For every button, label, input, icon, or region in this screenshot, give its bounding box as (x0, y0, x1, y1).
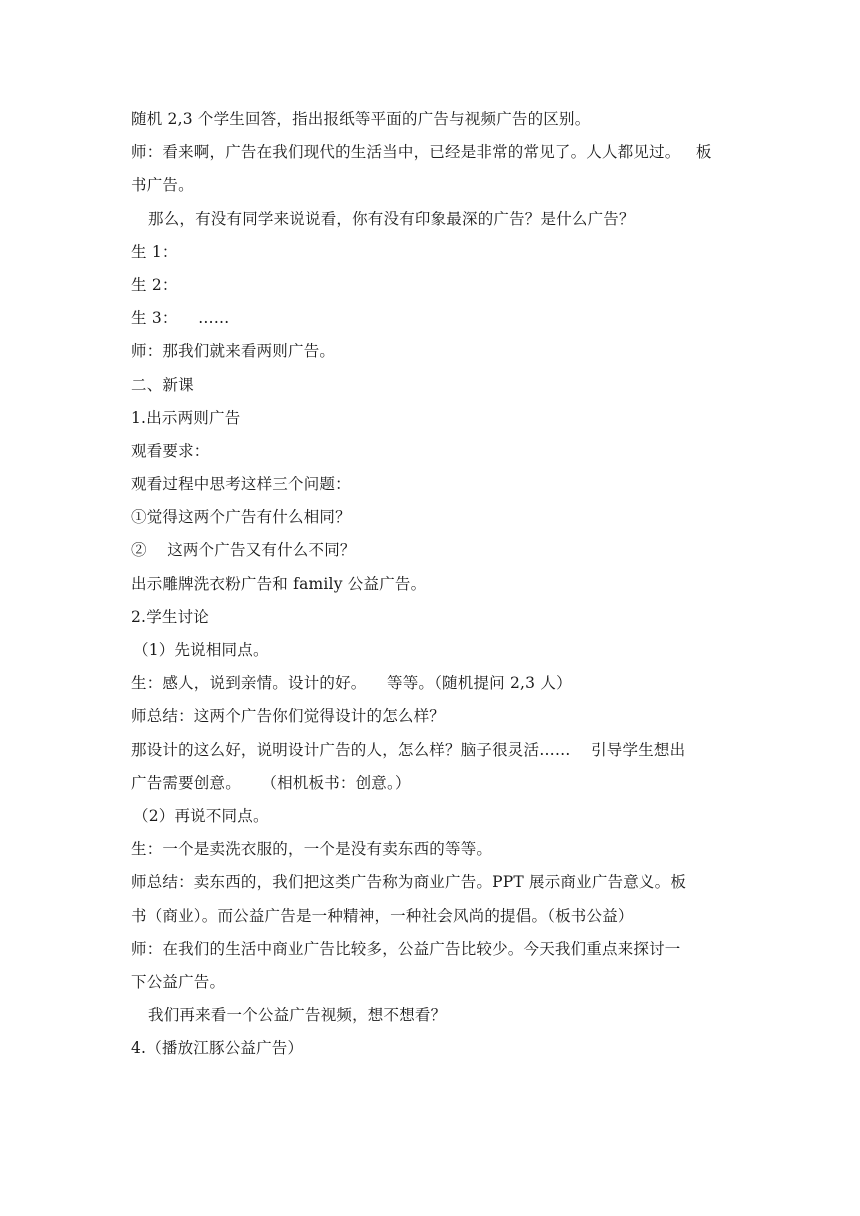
text-line-2: 师：看来啊，广告在我们现代的生活当中，已经是非常的常见了。人人都见过。 板 (131, 143, 712, 162)
text-line-19: 师总结：这两个广告你们觉得设计的怎么样？ (131, 707, 446, 726)
text-line-17: （1）先说相同点。 (133, 641, 269, 659)
text-line-29: 4.（播放江豚公益广告） (131, 1039, 304, 1058)
text-line-28: 我们再来看一个公益广告视频，想不想看？ (148, 1006, 447, 1025)
text-line-14: ② 这两个广告又有什么不同？ (131, 541, 356, 560)
text-line-11: 观看要求： (131, 441, 210, 460)
document-body (131, 103, 731, 1065)
text-line-3: 书广告。 (131, 176, 194, 195)
text-line-22: （2）再说不同点。 (133, 806, 269, 825)
text-line-23: 生：一个是卖洗衣服的，一个是没有卖东西的等等。 (131, 840, 493, 859)
text-line-7: 生 3： …… (131, 309, 230, 328)
text-line-10: 1.出示两则广告 (131, 408, 241, 427)
text-line-8: 师：那我们就来看两则广告。 (131, 342, 336, 361)
text-line-24: 师总结：卖东西的，我们把这类广告称为商业广告。PPT 展示商业广告意义。板 (131, 873, 687, 892)
text-line-20: 那设计的这么好，说明设计广告的人，怎么样？脑子很灵活…… 引导学生想出 (131, 740, 686, 759)
text-line-18: 生：感人，说到亲情。设计的好。 等等。（随机提问 2,3 人） (131, 674, 572, 693)
section-heading-new-lesson: 二、新课 (131, 375, 194, 394)
text-line-12: 观看过程中思考这样三个问题： (131, 475, 351, 494)
text-line-4: 那么，有没有同学来说说看，你有没有印象最深的广告？是什么广告？ (148, 209, 635, 228)
text-line-26: 师：在我们的生活中商业广告比较多，公益广告比较少。今天我们重点来探讨一 (131, 939, 681, 958)
text-line-21: 广告需要创意。 （相机板书：创意。） (131, 773, 411, 792)
text-line-15: 出示雕牌洗衣粉广告和 family 公益广告。 (131, 574, 427, 593)
text-line-25: 书（商业）。而公益广告是一种精神，一种社会风尚的提倡。（板书公益） (131, 906, 634, 925)
text-line-16: 2.学生讨论 (131, 607, 209, 626)
text-line-6: 生 2： (131, 275, 178, 294)
text-line-1: 随机 2,3 个学生回答，指出报纸等平面的广告与视频广告的区别。 (131, 110, 591, 128)
text-line-27: 下公益广告。 (131, 972, 226, 991)
text-line-5: 生 1： (131, 242, 178, 261)
text-line-13: ①觉得这两个广告有什么相同？ (131, 508, 351, 527)
